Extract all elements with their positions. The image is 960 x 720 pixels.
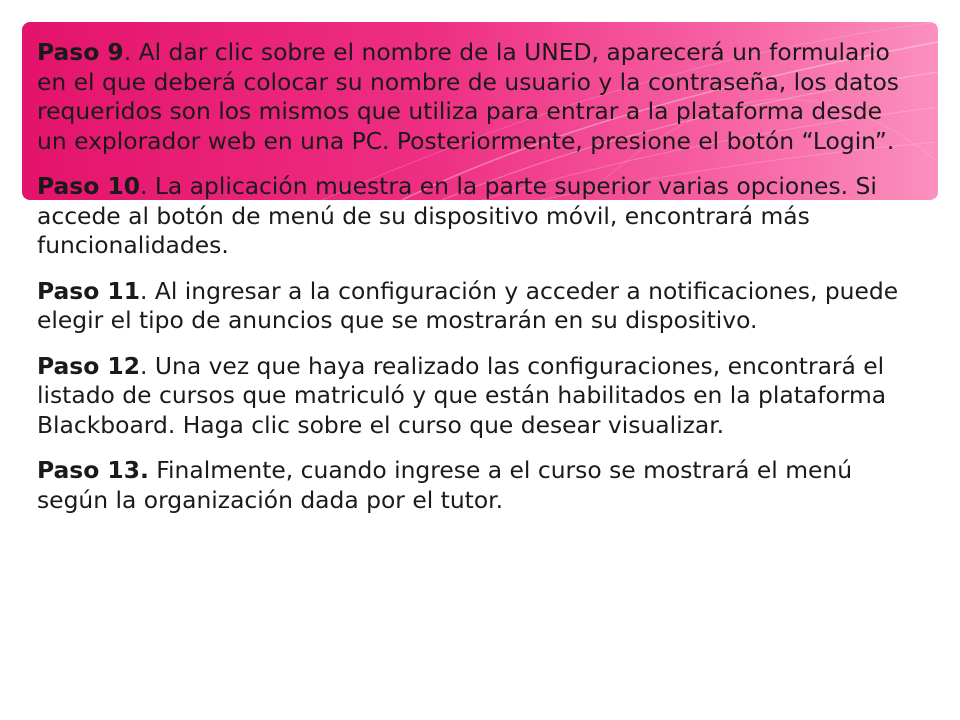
step-11 xyxy=(37,277,917,336)
step-label: Paso 10 xyxy=(37,172,140,200)
step-label: Paso 13. xyxy=(37,456,149,484)
step-label: Paso 9 xyxy=(37,38,124,66)
step-text: . Al dar clic sobre el nombre de la UNED, aparecerá un formulario en el que deberá colocar su nombre de usuario y la contraseña, los datos requeridos son los mismos que utiliza para entrar a la plataforma desde un explorador web en una PC. Posteriormente, presione el botón “Login”. xyxy=(37,38,899,155)
step-12 xyxy=(37,352,917,441)
step-10 xyxy=(37,172,917,261)
step-text: . La aplicación muestra en la parte superior varias opciones. Si accede al botón de menú de su dispositivo móvil, encontrará más funcionalidades. xyxy=(37,172,877,259)
step-label: Paso 12 xyxy=(37,351,140,380)
steps-content xyxy=(37,38,917,531)
step-label: Paso 11 xyxy=(37,276,140,305)
step-text: . Una vez que haya realizado las configuraciones, encontrará el listado de cursos que matriculó y que están habilitados en la plataforma Blackboard. Haga clic sobre el curso que desear visualizar. xyxy=(37,351,887,439)
step-13 xyxy=(37,456,917,515)
step-text: Finalmente, cuando ingrese a el curso se mostrará el menú según la organización dada por el tutor. xyxy=(37,456,853,514)
step-text: . Al ingresar a la configuración y acceder a notificaciones, puede elegir el tipo de anuncios que se mostrarán en su dispositivo. xyxy=(37,276,899,334)
step-9 xyxy=(37,38,917,156)
